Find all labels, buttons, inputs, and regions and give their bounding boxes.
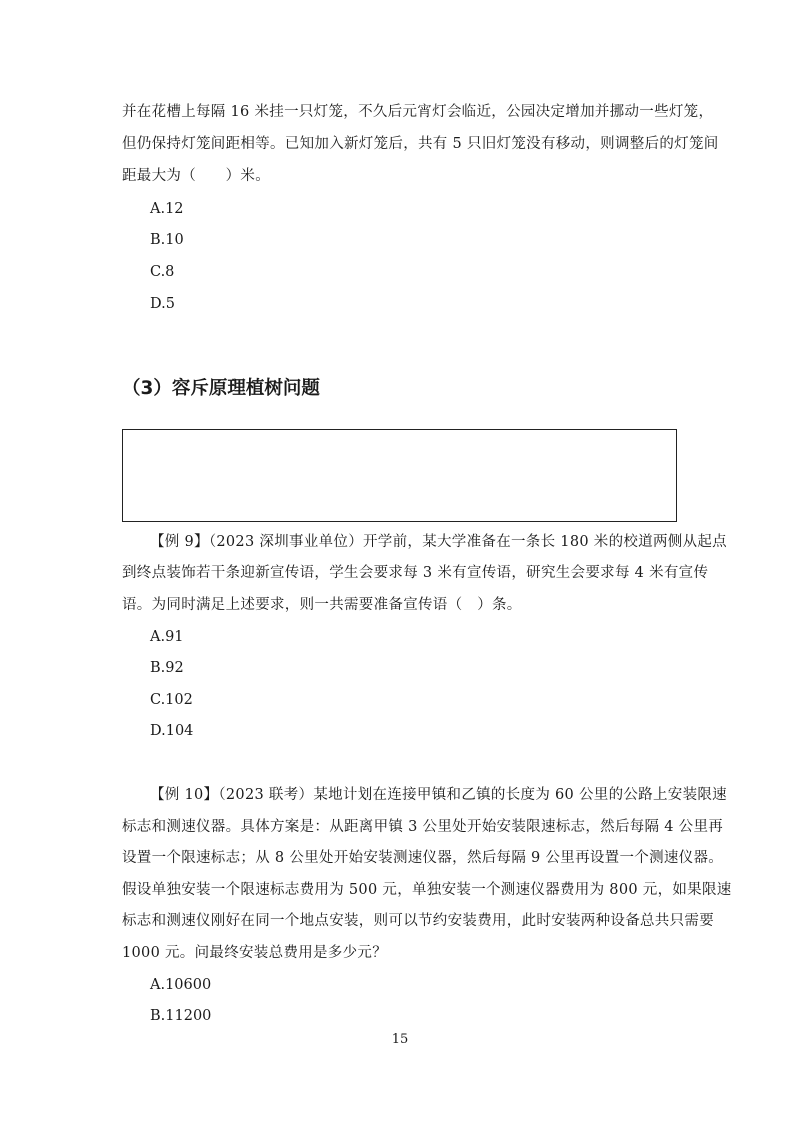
option-b: B.92 <box>150 660 184 676</box>
option-a: A.12 <box>150 201 184 217</box>
example10-text-line: 1000 元。问最终安装总费用是多少元？ <box>122 945 388 961</box>
option-d: D.5 <box>150 296 175 312</box>
option-a: A.91 <box>150 629 184 645</box>
section-heading: （3）容斥原理植树问题 <box>122 378 320 399</box>
page-number: 15 <box>391 1032 409 1047</box>
example10-text-line: 标志和测速仪刚好在同一个地点安装，则可以节约安装费用，此时安装两种设备总共只需要 <box>122 913 714 929</box>
question-text-line: 距最大为（ ）米。 <box>122 168 270 184</box>
empty-note-box <box>122 429 677 522</box>
example9-text-line: 语。为同时满足上述要求，则一共需要准备宣传语（ ）条。 <box>122 597 522 613</box>
question-text-line: 并在花槽上每隔 16 米挂一只灯笼，不久后元宵灯会临近，公园决定增加并挪动一些灯笼， <box>122 104 714 120</box>
question-text-line: 但仍保持灯笼间距相等。已知加入新灯笼后，共有 5 只旧灯笼没有移动，则调整后的灯笼间 <box>122 136 719 152</box>
example9-text-line: 到终点装饰若干条迎新宣传语，学生会要求每 3 米有宣传语，研究生会要求每 4 米有宣传 <box>122 565 709 581</box>
example10-text-line: 假设单独安装一个限速标志费用为 500 元，单独安装一个测速仪器费用为 800 元，如果限速 <box>122 882 732 898</box>
option-b: B.11200 <box>150 1008 212 1024</box>
example10-text-line: 【例 10】（2023 联考）某地计划在连接甲镇和乙镇的长度为 60 公里的公路上安装限速 <box>150 787 727 803</box>
example9-text-line: 【例 9】（2023 深圳事业单位）开学前，某大学准备在一条长 180 米的校道两侧从起点 <box>150 534 727 550</box>
example10-text-line: 标志和测速仪器。具体方案是：从距离甲镇 3 公里处开始安装限速标志，然后每隔 4 公里再 <box>122 819 724 835</box>
option-a: A.10600 <box>150 977 212 993</box>
option-c: C.102 <box>150 692 193 708</box>
option-b: B.10 <box>150 232 184 248</box>
option-d: D.104 <box>150 723 194 739</box>
example10-text-line: 设置一个限速标志；从 8 公里处开始安装测速仪器，然后每隔 9 公里再设置一个测速仪器。 <box>122 850 724 866</box>
option-c: C.8 <box>150 264 175 280</box>
